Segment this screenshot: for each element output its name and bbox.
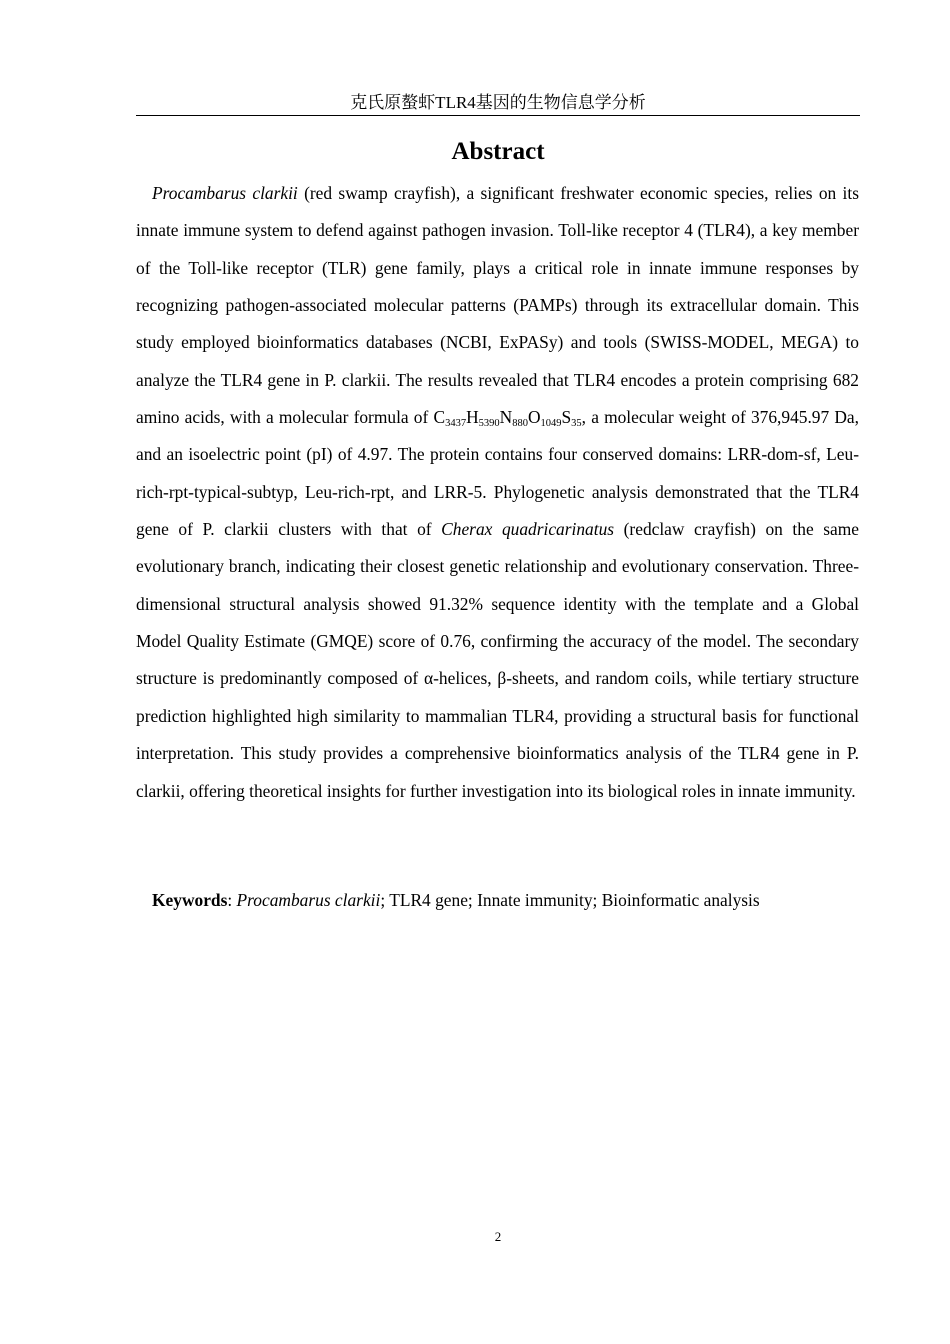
- formula-element-c: C: [433, 407, 446, 428]
- keywords-label: Keywords: [152, 890, 228, 910]
- page-number: 2: [494, 1229, 502, 1244]
- formula-element-h: H: [466, 407, 479, 428]
- formula-element-s: S: [561, 407, 572, 428]
- species-name-2: Cherax quadricarinatus: [441, 519, 615, 540]
- species-name: Procambarus clarkii: [152, 183, 298, 203]
- abstract-body: [136, 175, 859, 810]
- keyword-species: Procambarus clarkii: [236, 890, 381, 910]
- formula-count-h: 5390: [478, 418, 500, 430]
- formula-count-n: 880: [512, 418, 528, 430]
- keywords-line: [136, 882, 859, 919]
- formula-count-s: 35: [571, 418, 582, 430]
- formula-element-n: N: [499, 407, 513, 428]
- keywords-rest: ; TLR4 gene; Innate immunity; Bioinformatic analysis: [380, 890, 760, 910]
- formula-count-c: 3437: [445, 418, 467, 430]
- running-title: 克氏原螯虾TLR4基因的生物信息学分析: [350, 93, 646, 112]
- formula-count-o: 1049: [540, 418, 562, 430]
- running-header: [136, 92, 860, 116]
- abstract-text-part-2: , a molecular weight of 376,945.97 Da, and an isoelectric point (pI) of 4.97. The protein contains four conserved domains: LRR-dom-sf, Leu-rich-rpt-typical-subtyp, Leu-rich-rpt, and LRR-5. Phylogenetic analysis demonstrated that the TLR4 gene of P. clarkii clusters with that of: [136, 407, 859, 540]
- abstract-text-part-3: (redclaw crayfish) on the same evolutionary branch, indicating their closest genetic relationship and evolutionary conservation. Three-dimensional structural analysis showed 91.32% sequence identity with the template and a Global Model Quality Estimate (GMQE) score of 0.76, confirming the accuracy of the model. The secondary structure is predominantly composed of α-helices, β-sheets, and random coils, while tertiary structure prediction highlighted high similarity to mammalian TLR4, providing a structural basis for functional interpretation. This study provides a comprehensive bioinformatics analysis of the TLR4 gene in P. clarkii, offering theoretical insights for further investigation into its biological roles in innate immunity.: [136, 519, 860, 801]
- formula-element-o: O: [527, 407, 541, 428]
- molecular-formula: [433, 407, 582, 430]
- abstract-title: Abstract: [451, 138, 545, 165]
- abstract-text-part-1: (red swamp crayfish), a significant freshwater economic species, relies on its innate immune system to defend against pathogen invasion. Toll-like receptor 4 (TLR4), a key member of the Toll-like receptor (TLR) gene family, plays a critical role in innate immune responses by recognizing pathogen-associated molecular patterns (PAMPs) through its extracellular domain. This study employed bioinformatics databases (NCBI, ExPASy) and tools (SWISS-MODEL, MEGA) to analyze the TLR4 gene in P. clarkii. The results revealed that TLR4 encodes a protein comprising 682 amino acids, with a molecular formula of: [136, 183, 859, 428]
- keywords-separator: :: [227, 890, 237, 910]
